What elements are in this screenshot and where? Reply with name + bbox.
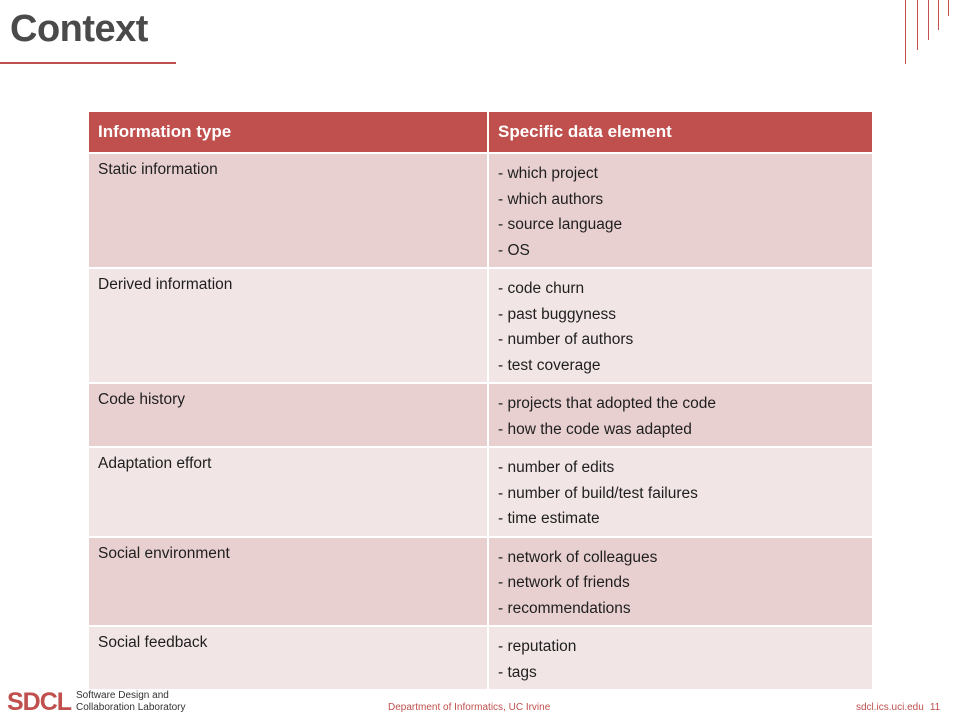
data-element: - network of friends — [498, 574, 630, 591]
data-element: - which authors — [498, 190, 604, 208]
title-underline — [0, 62, 176, 64]
info-type-cell: Static information — [89, 153, 488, 268]
info-type-cell: Adaptation effort — [89, 447, 488, 537]
info-type-cell: Code history — [89, 383, 488, 447]
info-type-cell: Social feedback — [89, 626, 488, 689]
data-element: - OS — [498, 241, 530, 259]
data-element: - number of authors — [498, 331, 634, 348]
table-row — [89, 383, 872, 447]
sdcl-logo: SDCL — [7, 688, 72, 716]
data-elements-cell — [488, 626, 872, 689]
data-element: - projects that adopted the code — [498, 395, 717, 412]
header-information-type: Information type — [89, 112, 488, 153]
data-element: - recommendations — [498, 599, 631, 617]
lab-name — [76, 690, 186, 714]
table-row — [89, 537, 872, 627]
data-element: - number of edits — [498, 459, 615, 476]
table-row — [89, 153, 872, 268]
data-element: - tags — [498, 663, 537, 681]
data-elements-cell — [488, 537, 872, 627]
slide-title: Context — [10, 8, 148, 50]
header-specific-data-element: Specific data element — [488, 112, 872, 153]
data-elements-cell — [488, 268, 872, 383]
site-url: sdcl.ics.uci.edu — [856, 702, 924, 713]
data-element: - code churn — [498, 280, 585, 297]
data-elements-cell — [488, 153, 872, 268]
data-element: - source language — [498, 216, 623, 233]
table-row — [89, 626, 872, 689]
department-label: Department of Informatics, UC Irvine — [388, 702, 551, 713]
info-type-cell: Social environment — [89, 537, 488, 627]
lab-name-line: Software Design and — [76, 690, 169, 701]
footer-url-area — [856, 702, 940, 713]
lab-name-line: Collaboration Laboratory — [76, 702, 186, 713]
data-element: - time estimate — [498, 510, 600, 527]
table-header-row — [89, 112, 872, 153]
data-element: - how the code was adapted — [498, 420, 692, 438]
data-element: - which project — [498, 165, 598, 182]
data-table — [89, 112, 872, 689]
data-element: - test coverage — [498, 356, 601, 374]
data-elements-cell — [488, 447, 872, 537]
table-row — [89, 447, 872, 537]
data-element: - network of colleagues — [498, 548, 658, 566]
page-number: 11 — [929, 702, 941, 713]
info-type-cell: Derived information — [89, 268, 488, 383]
table-row — [89, 268, 872, 383]
data-elements-cell — [488, 383, 872, 447]
data-element: - number of build/test failures — [498, 484, 698, 502]
data-element: - past buggyness — [498, 305, 617, 323]
data-element: - reputation — [498, 638, 577, 655]
